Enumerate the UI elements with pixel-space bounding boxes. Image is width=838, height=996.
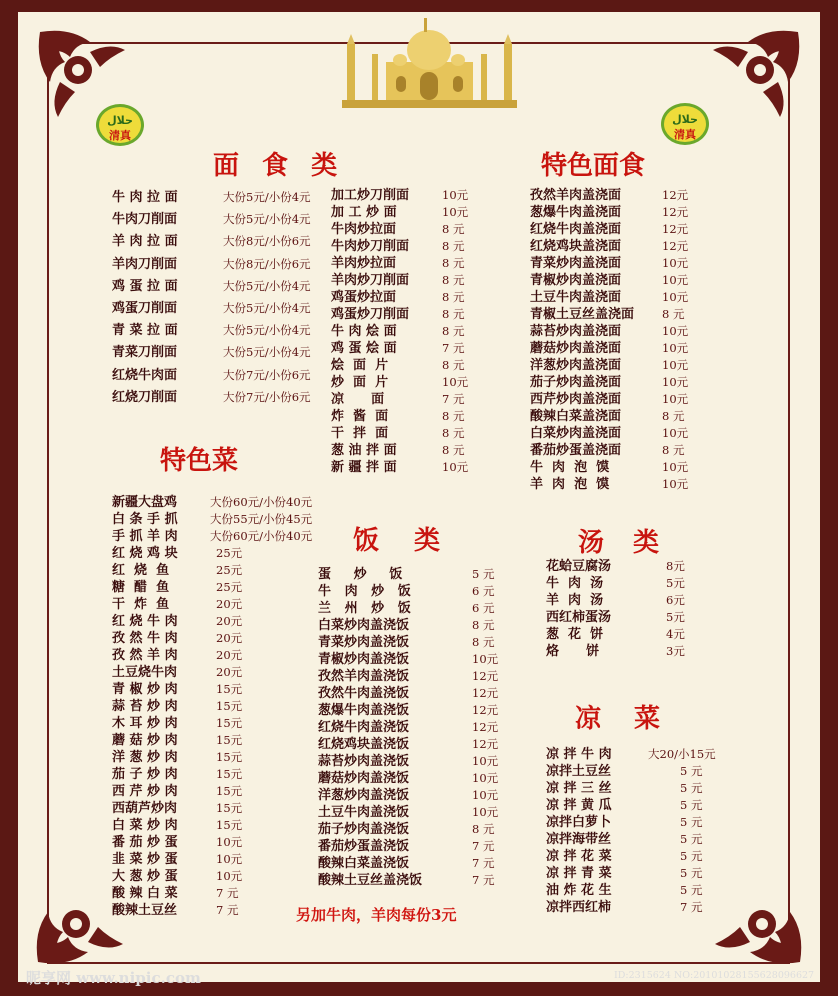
menu-item-price: 10元	[442, 375, 469, 389]
menu-item-name: 凉 拌 花 菜	[546, 849, 612, 864]
menu-item-price: 12元	[662, 222, 689, 236]
halal-arabic-text: حلال	[672, 113, 698, 126]
menu-item-price: 25元	[216, 580, 243, 594]
menu-item-name: 新疆大盘鸡	[112, 495, 178, 510]
menu-item-price: 15元	[216, 733, 243, 747]
menu-item-price: 8 元	[442, 256, 465, 270]
menu-item-price: 15元	[216, 767, 243, 781]
menu-item-name: 大 葱 炒 蛋	[112, 869, 178, 884]
menu-item-name: 凉 面	[331, 392, 385, 407]
menu-item-name: 加工炒刀削面	[331, 188, 410, 203]
menu-item-name: 凉 拌 三 丝	[546, 781, 612, 796]
menu-item-name: 洋 葱 炒 肉	[112, 750, 178, 765]
menu-item-name: 葱 油 拌 面	[331, 443, 397, 458]
menu-item-price: 8 元	[442, 222, 465, 236]
menu-item-name: 酸辣白菜盖浇饭	[318, 856, 410, 871]
menu-item-price: 12元	[662, 188, 689, 202]
menu-item-name: 土豆烧牛肉	[112, 665, 178, 680]
menu-item-price: 大份7元/小份6元	[223, 367, 311, 382]
menu-item-price: 10元	[662, 341, 689, 355]
halal-badge-right-icon	[660, 102, 710, 146]
menu-item-price: 7 元	[442, 341, 465, 355]
menu-item-price: 12元	[472, 669, 499, 683]
menu-item-name: 鸡蛋刀削面	[112, 301, 178, 316]
menu-item-name: 红烧牛肉面	[112, 367, 178, 383]
menu-item-name: 茄子炒肉盖浇面	[530, 375, 622, 390]
menu-item-name: 青菜刀削面	[112, 345, 178, 361]
menu-item-name: 凉 拌 牛 肉	[546, 747, 612, 762]
menu-item-price: 大20/小15元	[648, 747, 716, 761]
menu-item-price: 7 元	[472, 839, 495, 853]
menu-item-price: 5 元	[680, 832, 703, 846]
menu-item-price: 10元	[662, 426, 689, 440]
title-rice: 饭 类	[353, 526, 441, 556]
menu-item-price: 15元	[216, 699, 243, 713]
menu-item-price: 10元	[472, 788, 499, 802]
menu-item-price: 10元	[442, 205, 469, 219]
halal-badge-text: 清真	[109, 129, 131, 142]
menu-item-name: 凉拌西红柿	[546, 900, 612, 915]
menu-item-name: 羊肉刀削面	[112, 256, 178, 272]
menu-item-name: 凉拌海带丝	[546, 832, 612, 847]
menu-item-name: 红 烧 牛 肉	[112, 614, 178, 629]
menu-item-price: 5 元	[680, 866, 703, 880]
menu-item-price: 8 元	[442, 307, 465, 321]
menu-item-name: 韭 菜 炒 蛋	[112, 852, 178, 867]
menu-item-name: 青 椒 炒 肉	[112, 682, 178, 697]
menu-item-price: 5元	[666, 610, 685, 624]
menu-item-name: 青菜炒肉盖浇饭	[318, 635, 410, 650]
menu-item-price: 5 元	[680, 849, 703, 863]
menu-item-price: 10元	[662, 460, 689, 474]
menu-item-name: 羊肉炒拉面	[331, 256, 397, 271]
menu-item-price: 7 元	[472, 873, 495, 887]
menu-item-name: 牛肉刀削面	[112, 212, 178, 228]
menu-item-name: 葱爆牛肉盖浇面	[530, 205, 622, 220]
menu-item-price: 5 元	[680, 815, 703, 829]
menu-item-price: 8 元	[662, 409, 685, 423]
menu-item-price: 10元	[662, 324, 689, 338]
menu-item-name: 凉拌土豆丝	[546, 764, 612, 779]
menu-item-name: 酸辣土豆丝盖浇饭	[318, 873, 423, 888]
menu-item-name: 番茄炒蛋盖浇面	[530, 443, 622, 458]
menu-item-name: 牛 肉 炒 饭	[318, 584, 411, 599]
menu-item-name: 炸 酱 面	[331, 409, 389, 424]
menu-item-price: 10元	[216, 835, 243, 849]
menu-item-name: 酸 辣 白 菜	[112, 886, 178, 901]
menu-item-name: 白 条 手 抓	[112, 512, 178, 527]
menu-item-price: 6元	[666, 593, 685, 607]
menu-item-price: 10元	[662, 358, 689, 372]
menu-item-name: 青 菜 拉 面	[112, 323, 178, 339]
title-soup: 汤 类	[578, 528, 660, 558]
halal-badge-left-icon	[95, 103, 145, 147]
halal-badge-text: 清真	[674, 128, 696, 141]
menu-item-name: 白 菜 炒 肉	[112, 818, 178, 833]
menu-item-name: 西葫芦炒肉	[112, 801, 178, 816]
menu-item-price: 10元	[216, 852, 243, 866]
menu-item-price: 10元	[472, 754, 499, 768]
menu-item-name: 牛肉炒拉面	[331, 222, 397, 237]
menu-item-name: 青椒土豆丝盖浇面	[530, 307, 635, 322]
menu-item-name: 鸡蛋炒刀削面	[331, 307, 410, 322]
menu-item-price: 10元	[662, 375, 689, 389]
menu-item-name: 烙 饼	[546, 644, 600, 659]
menu-item-price: 12元	[662, 205, 689, 219]
menu-item-name: 番 茄 炒 蛋	[112, 835, 178, 850]
menu-item-price: 5 元	[680, 781, 703, 795]
menu-item-name: 手 抓 羊 肉	[112, 529, 178, 544]
title-cold: 凉 菜	[575, 704, 661, 734]
menu-item-price: 12元	[472, 686, 499, 700]
menu-item-price: 8 元	[442, 358, 465, 372]
menu-item-price: 大份8元/小份6元	[223, 256, 311, 271]
menu-item-name: 木 耳 炒 肉	[112, 716, 178, 731]
menu-item-name: 干 拌 面	[331, 426, 389, 441]
menu-item-name: 蘑菇炒肉盖浇面	[530, 341, 622, 356]
menu-item-price: 15元	[216, 716, 243, 730]
title-special-dishes: 特色菜	[160, 446, 239, 476]
menu-item-price: 20元	[216, 614, 243, 628]
menu-item-price: 10元	[472, 771, 499, 785]
menu-item-name: 烩 面 片	[331, 358, 389, 373]
menu-item-price: 7 元	[216, 903, 239, 917]
menu-item-name: 鸡 蛋 拉 面	[112, 278, 178, 294]
menu-item-price: 8 元	[442, 290, 465, 304]
menu-item-price: 3元	[666, 644, 685, 658]
extra-meat-note: 另加牛肉，羊肉每份3元	[296, 906, 457, 924]
menu-item-name: 西 芹 炒 肉	[112, 784, 178, 799]
menu-item-name: 花蛤豆腐汤	[546, 559, 612, 574]
menu-item-price: 7 元	[680, 900, 703, 914]
watermark-right: ID:2315624 NO:20101028155628096627	[614, 970, 815, 981]
menu-item-price: 10元	[662, 477, 689, 491]
menu-item-price: 5元	[666, 576, 685, 590]
menu-item-name: 白菜炒肉盖浇面	[530, 426, 622, 441]
title-special-noodles: 特色面食	[541, 151, 646, 181]
menu-item-name: 牛 肉 烩 面	[331, 324, 397, 339]
menu-item-price: 15元	[216, 750, 243, 764]
menu-item-name: 兰 州 炒 饭	[318, 601, 411, 616]
menu-item-price: 大份60元/小份40元	[210, 495, 313, 509]
menu-item-name: 红烧鸡块盖浇饭	[318, 737, 410, 752]
menu-item-name: 孜 然 羊 肉	[112, 648, 178, 663]
menu-item-name: 青椒炒肉盖浇面	[530, 273, 622, 288]
menu-item-name: 干 炸 鱼	[112, 597, 170, 612]
menu-item-price: 10元	[216, 869, 243, 883]
menu-item-name: 凉拌白萝卜	[546, 815, 612, 830]
menu-item-name: 炒 面 片	[331, 375, 389, 390]
menu-item-name: 蒜 苔 炒 肉	[112, 699, 178, 714]
menu-item-name: 青椒炒肉盖浇饭	[318, 652, 410, 667]
menu-item-name: 牛 肉 拉 面	[112, 190, 178, 205]
menu-item-price: 大份5元/小份4元	[223, 301, 311, 315]
menu-item-name: 蘑菇炒肉盖浇饭	[318, 771, 410, 786]
menu-item-price: 6 元	[472, 584, 495, 598]
menu-item-name: 白菜炒肉盖浇饭	[318, 618, 410, 633]
menu-item-name: 红 烧 鱼	[112, 563, 170, 578]
menu-item-price: 10元	[472, 805, 499, 819]
menu-item-price: 8 元	[662, 443, 685, 457]
menu-item-price: 8 元	[472, 618, 495, 632]
menu-item-name: 土豆牛肉盖浇饭	[318, 805, 410, 820]
menu-item-price: 8 元	[472, 822, 495, 836]
menu-item-price: 大份8元/小份6元	[223, 234, 311, 249]
menu-item-name: 孜然羊肉盖浇饭	[318, 669, 410, 684]
menu-item-name: 羊 肉 拉 面	[112, 234, 178, 250]
menu-item-price: 10元	[662, 273, 689, 287]
menu-item-name: 牛肉炒刀削面	[331, 239, 410, 254]
menu-item-price: 7 元	[442, 392, 465, 406]
menu-item-name: 西红柿蛋汤	[546, 610, 612, 625]
menu-item-name: 鸡蛋炒拉面	[331, 290, 397, 305]
mosque-illustration-icon	[342, 14, 517, 108]
menu-item-price: 15元	[216, 801, 243, 815]
menu-item-name: 葱 花 饼	[546, 627, 604, 642]
menu-item-name: 加 工 炒 面	[331, 205, 397, 220]
menu-item-name: 土豆牛肉盖浇面	[530, 290, 622, 305]
menu-item-price: 大份5元/小份4元	[223, 212, 311, 227]
menu-item-name: 凉 拌 黄 瓜	[546, 798, 612, 813]
menu-item-name: 孜然牛肉盖浇饭	[318, 686, 410, 701]
menu-item-name: 新 疆 拌 面	[331, 460, 397, 475]
menu-item-price: 5 元	[680, 883, 703, 897]
menu-item-price: 5 元	[472, 567, 495, 581]
menu-item-price: 5 元	[680, 764, 703, 778]
menu-item-price: 8 元	[442, 426, 465, 440]
menu-item-name: 凉 拌 青 菜	[546, 866, 612, 881]
menu-item-price: 20元	[216, 665, 243, 679]
menu-item-name: 蒜苔炒肉盖浇面	[530, 324, 622, 339]
menu-item-price: 8 元	[662, 307, 685, 321]
menu-item-price: 10元	[442, 188, 469, 202]
menu-item-price: 4元	[666, 627, 685, 641]
menu-item-name: 孜然羊肉盖浇面	[530, 188, 622, 203]
menu-item-price: 25元	[216, 546, 243, 560]
menu-item-price: 20元	[216, 648, 243, 662]
menu-item-price: 10元	[442, 460, 469, 474]
menu-item-price: 15元	[216, 682, 243, 696]
menu-item-price: 8 元	[472, 635, 495, 649]
menu-item-price: 大份5元/小份4元	[223, 278, 311, 293]
menu-item-name: 蛋 炒 饭	[318, 567, 403, 582]
menu-item-name: 红烧鸡块盖浇面	[530, 239, 622, 254]
menu-item-name: 红烧牛肉盖浇面	[530, 222, 622, 237]
menu-item-name: 孜 然 牛 肉	[112, 631, 178, 646]
menu-item-name: 鸡 蛋 烩 面	[331, 341, 397, 356]
menu-item-price: 8 元	[442, 324, 465, 338]
menu-item-name: 羊肉炒刀削面	[331, 273, 410, 288]
top-right-ornament-icon	[698, 22, 808, 132]
menu-item-name: 洋葱炒肉盖浇面	[530, 358, 622, 373]
menu-item-price: 大份7元/小份6元	[223, 389, 311, 404]
menu-item-name: 红烧牛肉盖浇饭	[318, 720, 410, 735]
halal-arabic-text: حلال	[107, 114, 133, 127]
menu-item-price: 10元	[662, 290, 689, 304]
menu-item-name: 葱爆牛肉盖浇饭	[318, 703, 410, 718]
menu-item-price: 12元	[662, 239, 689, 253]
menu-item-price: 20元	[216, 631, 243, 645]
menu-item-name: 羊 肉 汤	[546, 593, 604, 608]
menu-item-price: 10元	[662, 392, 689, 406]
menu-item-price: 8 元	[442, 409, 465, 423]
menu-item-price: 大份5元/小份4元	[223, 323, 311, 338]
menu-item-name: 红烧刀削面	[112, 389, 178, 405]
menu-item-name: 西芹炒肉盖浇面	[530, 392, 622, 407]
menu-item-name: 油 炸 花 生	[546, 883, 612, 898]
title-noodles: 面 食 类	[213, 151, 338, 181]
menu-item-price: 10元	[472, 652, 499, 666]
menu-item-price: 8 元	[442, 239, 465, 253]
menu-item-price: 12元	[472, 737, 499, 751]
menu-item-price: 7 元	[216, 886, 239, 900]
menu-item-price: 12元	[472, 720, 499, 734]
menu-item-price: 15元	[216, 784, 243, 798]
menu-item-name: 洋葱炒肉盖浇饭	[318, 788, 410, 803]
menu-item-name: 蒜苔炒肉盖浇饭	[318, 754, 410, 769]
menu-item-price: 6 元	[472, 601, 495, 615]
menu-item-name: 红 烧 鸡 块	[112, 546, 178, 561]
menu-item-price: 15元	[216, 818, 243, 832]
menu-item-price: 8 元	[442, 273, 465, 287]
menu-item-name: 茄 子 炒 肉	[112, 767, 178, 782]
menu-item-name: 牛 肉 泡 馍	[530, 460, 610, 475]
menu-item-name: 茄子炒肉盖浇饭	[318, 822, 410, 837]
menu-item-name: 糖 醋 鱼	[112, 580, 170, 595]
menu-item-price: 8元	[666, 559, 685, 573]
menu-item-price: 12元	[472, 703, 499, 717]
menu-item-price: 大份5元/小份4元	[223, 190, 311, 204]
menu-item-name: 酸辣土豆丝	[112, 903, 178, 918]
menu-item-price: 大份55元/小份45元	[210, 512, 313, 526]
menu-item-name: 青菜炒肉盖浇面	[530, 256, 622, 271]
menu-item-price: 大份60元/小份40元	[210, 529, 313, 543]
menu-item-price: 7 元	[472, 856, 495, 870]
menu-item-price: 25元	[216, 563, 243, 577]
menu-item-name: 蘑 菇 炒 肉	[112, 733, 178, 748]
menu-item-name: 牛 肉 汤	[546, 576, 604, 591]
menu-item-price: 10元	[662, 256, 689, 270]
menu-item-price: 大份5元/小份4元	[223, 345, 311, 360]
bottom-right-ornament-icon	[700, 862, 810, 972]
menu-item-price: 8 元	[442, 443, 465, 457]
menu-item-name: 番茄炒蛋盖浇饭	[318, 839, 410, 854]
menu-item-price: 20元	[216, 597, 243, 611]
menu-item-name: 羊 肉 泡 馍	[530, 477, 610, 492]
menu-item-name: 酸辣白菜盖浇面	[530, 409, 622, 424]
menu-item-price: 5 元	[680, 798, 703, 812]
watermark-left: 昵享网 www.nipic.com	[26, 969, 201, 987]
